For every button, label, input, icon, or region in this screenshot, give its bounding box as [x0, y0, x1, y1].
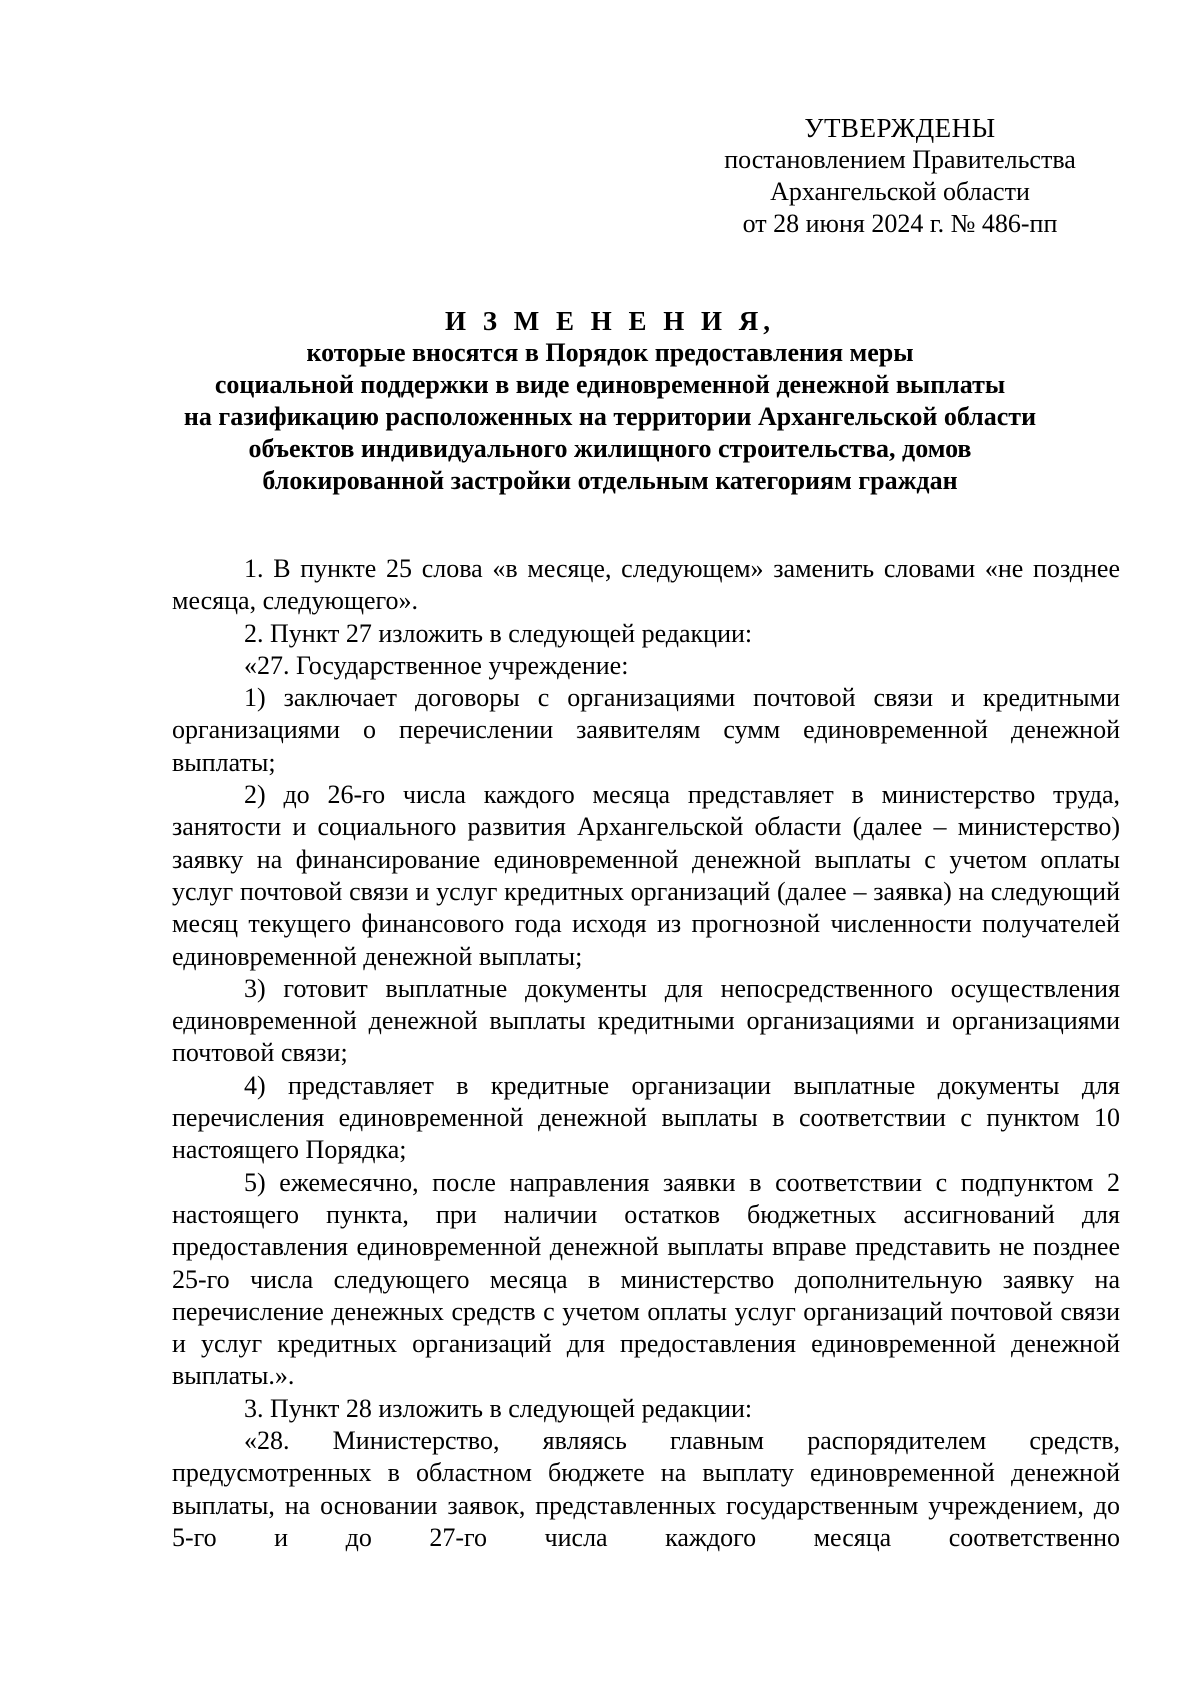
paragraph: 3. Пункт 28 изложить в следующей редакции: [244, 1393, 753, 1423]
title-subtitle-line: объектов индивидуального жилищного строительства, домов [248, 434, 972, 463]
paragraph: 5) ежемесячно, после направления заявки в соответствии с подпунктом 2 настоящего пункта, при наличии остатков бюджетных ассигнований для предоставления единовременной денежной выплаты вправе представить не позднее 25-го числа следующего месяца в министерство дополнительную заявку на перечисление денежных средств с учетом оплаты услуг организаций почтовой связи и услуг кредитных организаций для предоставления единовременной денежной выплаты.». [172, 1167, 1120, 1391]
title-subtitle-line: блокированной застройки отдельным категориям граждан [262, 466, 958, 495]
document-body [172, 553, 1120, 1554]
title-subtitle-line: социальной поддержки в виде единовременной денежной выплаты [214, 370, 1006, 399]
paragraph: 2. Пункт 27 изложить в следующей редакции: [244, 618, 753, 648]
paragraph: 3) готовит выплатные документы для непосредственного осуществления единовременной денежной выплаты кредитными организациями и организациями почтовой связи; [172, 973, 1120, 1068]
paragraph: 1. В пункте 25 слова «в месяце, следующем» заменить словами «не позднее месяца, следующего». [172, 554, 1120, 616]
title-subtitle-line: на газификацию расположенных на территории Архангельской области [183, 402, 1037, 431]
paragraph: 2) до 26-го числа каждого месяца представляет в министерство труда, занятости и социального развития Архангельской области (далее – министерство) заявку на финансирование единовременной денежной выплаты с учетом оплаты услуг почтовой связи и услуг кредитных организаций (далее – заявка) на следующий месяц текущего финансового года исходя из прогнозной численности получателей единовременной денежной выплаты; [172, 780, 1120, 971]
approval-line: Архангельской области [770, 177, 1030, 206]
document-title [150, 305, 1070, 497]
approval-heading: УТВЕРЖДЕНЫ [804, 113, 996, 143]
approval-line: постановлением Правительства [724, 145, 1076, 174]
title-main: И З М Е Н Е Н И Я, [444, 306, 775, 336]
approval-stamp [700, 112, 1100, 240]
title-subtitle-line: которые вносятся в Порядок предоставления меры [306, 338, 914, 367]
paragraph: «28. Министерство, являясь главным распорядителем средств, предусмотренных в областном бюджете на выплату единовременной денежной выплаты, на основании заявок, представленных государственным учреждением, до 5-го и до 27-го числа каждого месяца соответственно [172, 1426, 1120, 1552]
approval-line: от 28 июня 2024 г. № 486-пп [742, 209, 1058, 238]
paragraph: «27. Государственное учреждение: [244, 650, 629, 680]
paragraph: 4) представляет в кредитные организации выплатные документы для перечисления единовременной денежной выплаты в соответствии с пунктом 10 настоящего Порядка; [172, 1070, 1120, 1165]
paragraph: 1) заключает договоры с организациями почтовой связи и кредитными организациями о перечислении заявителям сумм единовременной денежной выплаты; [172, 683, 1120, 777]
